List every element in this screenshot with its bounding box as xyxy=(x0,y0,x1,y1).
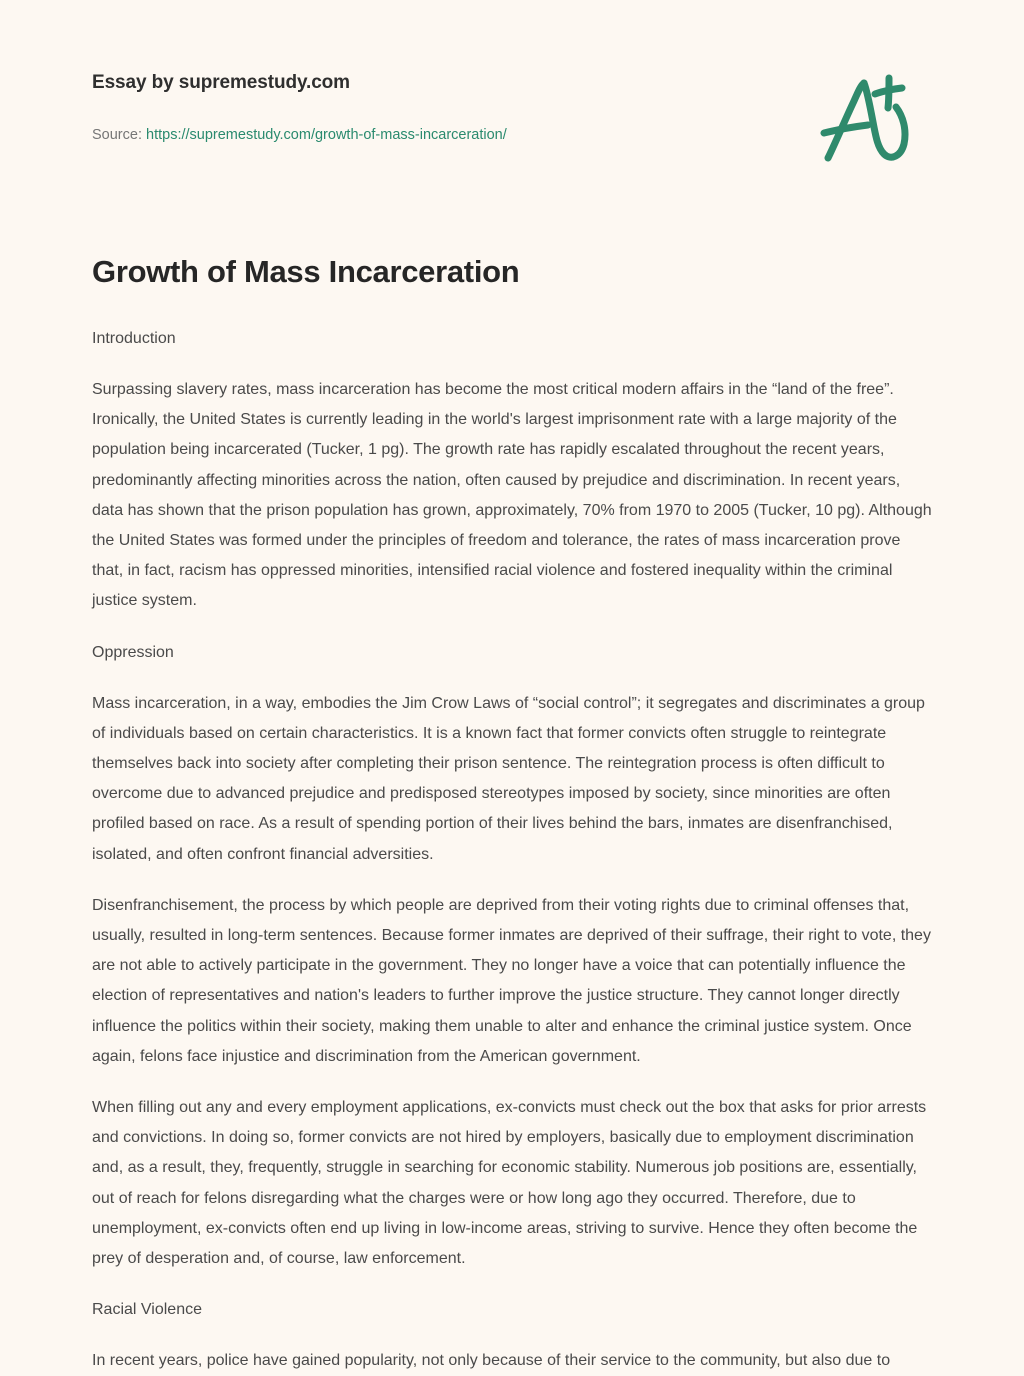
article-body xyxy=(92,324,932,1376)
body-paragraph: In recent years, police have gained popularity, not only because of their service to the community, but also due to xyxy=(92,1352,891,1370)
source-label: Source: xyxy=(92,127,142,143)
a-plus-logo-icon xyxy=(818,72,914,168)
page-title: Growth of Mass Incarceration xyxy=(92,254,520,289)
source-line xyxy=(92,124,507,146)
page-header xyxy=(0,0,1024,175)
section-heading: Racial Violence xyxy=(92,1301,202,1319)
article xyxy=(0,253,1024,1376)
body-paragraph: When filling out any and every employment applications, ex-convicts must check out the box that asks for prior arrests and convictions. In doing so, former convicts are not hired by employers, basically due to employment discrimination and, as a result, they, frequently, struggle in searching for economic stability. Numerous job positions are, essentially, out of reach for felons disregarding what the charges were or how long ago they occurred. Therefore, due to unemployment, ex-convicts often end up living in low-income areas, striving to survive. Hence they often become the prey of desperation and, of course, law enforcement. xyxy=(92,1099,927,1268)
body-paragraph: Disenfranchisement, the process by which people are deprived from their voting rights due to criminal offenses that, usually, resulted in long-term sentences. Because former inmates are deprived of their suffrage, their right to vote, they are not able to actively participate in the government. They no longer have a voice that can potentially influence the election of representatives and nation's leaders to further improve the justice structure. They cannot longer directly influence the politics within their society, making them unable to alter and enhance the criminal justice system. Once again, felons face injustice and discrimination from the American government. xyxy=(92,896,931,1065)
source-url-link[interactable]: https://supremestudy.com/growth-of-mass-incarceration/ xyxy=(146,127,507,143)
body-paragraph: Mass incarceration, in a way, embodies the Jim Crow Laws of “social control”; it segregates and discriminates a group of individuals based on certain characteristics. It is a known fact that former convicts often struggle to reintegrate themselves back into society after completing their prison sentence. The reintegration process is often difficult to overcome due to advanced prejudice and predisposed stereotypes imposed by society, since minorities are often profiled based on race. As a result of spending portion of their lives behind the bars, inmates are disenfranchised, isolated, and often confront financial adversities. xyxy=(92,694,925,863)
byline: Essay by supremestudy.com xyxy=(92,72,350,93)
section-heading: Oppression xyxy=(92,643,174,661)
body-paragraph: Surpassing slavery rates, mass incarceration has become the most critical modern affairs in the “land of the free”. Ironically, the United States is currently leading in the world's largest imprisonment rate with a large majority of the population being incarcerated (Tucker, 1 pg). The growth rate has rapidly escalated throughout the recent years, predominantly affecting minorities across the nation, often caused by prejudice and discrimination. In recent years, data has shown that the prison population has grown, approximately, 70% from 1970 to 2005 (Tucker, 10 pg). Although the United States was formed under the principles of freedom and tolerance, the rates of mass incarceration prove that, in fact, racism has oppressed minorities, intensified racial violence and fostered inequality within the criminal justice system. xyxy=(92,381,932,610)
section-heading: Introduction xyxy=(92,330,176,347)
